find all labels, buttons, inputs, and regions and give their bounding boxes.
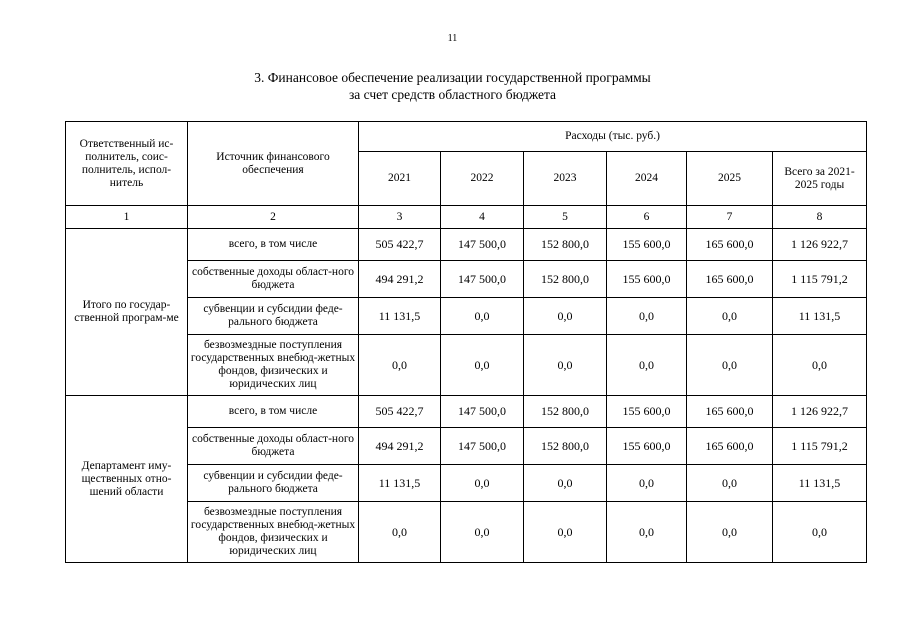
header-year: 2025 xyxy=(687,152,773,206)
year-amount-cell: 494 291,2 xyxy=(359,428,441,465)
total-amount-cell: 0,0 xyxy=(773,502,867,563)
year-amount-cell: 0,0 xyxy=(607,298,687,335)
funding-source-cell: всего, в том числе xyxy=(188,396,359,428)
header-year: 2022 xyxy=(441,152,524,206)
year-amount-cell: 165 600,0 xyxy=(687,261,773,298)
year-amount-cell: 0,0 xyxy=(607,335,687,396)
page-title xyxy=(0,69,905,103)
header-year: 2021 xyxy=(359,152,441,206)
year-amount-cell: 155 600,0 xyxy=(607,396,687,428)
column-number: 3 xyxy=(359,206,441,229)
year-amount-cell: 147 500,0 xyxy=(441,261,524,298)
funding-source-cell: субвенции и субсидии феде-рального бюджета xyxy=(188,465,359,502)
funding-source-cell: безвозмездные поступления государственных внебюд-жетных фондов, физических и юридических лиц xyxy=(188,502,359,563)
total-amount-cell: 1 115 791,2 xyxy=(773,261,867,298)
header-expenses: Расходы (тыс. руб.) xyxy=(359,122,867,152)
header-row-1 xyxy=(66,122,867,152)
column-number: 6 xyxy=(607,206,687,229)
funding-source-cell: всего, в том числе xyxy=(188,229,359,261)
header-total: Всего за 2021-2025 годы xyxy=(773,152,867,206)
budget-table xyxy=(65,121,867,563)
year-amount-cell: 155 600,0 xyxy=(607,261,687,298)
header-responsible: Ответственный ис-полнитель, соис-полнитель, испол-нитель xyxy=(66,122,188,206)
year-amount-cell: 0,0 xyxy=(441,298,524,335)
year-amount-cell: 152 800,0 xyxy=(524,229,607,261)
total-amount-cell: 11 131,5 xyxy=(773,298,867,335)
total-amount-cell: 1 115 791,2 xyxy=(773,428,867,465)
column-number: 5 xyxy=(524,206,607,229)
year-amount-cell: 505 422,7 xyxy=(359,229,441,261)
year-amount-cell: 152 800,0 xyxy=(524,428,607,465)
title-line-2: за счет средств областного бюджета xyxy=(348,87,557,102)
year-amount-cell: 11 131,5 xyxy=(359,298,441,335)
year-amount-cell: 494 291,2 xyxy=(359,261,441,298)
table-row xyxy=(66,396,867,428)
column-number: 1 xyxy=(66,206,188,229)
year-amount-cell: 165 600,0 xyxy=(687,229,773,261)
year-amount-cell: 0,0 xyxy=(607,502,687,563)
year-amount-cell: 505 422,7 xyxy=(359,396,441,428)
year-amount-cell: 147 500,0 xyxy=(441,428,524,465)
year-amount-cell: 0,0 xyxy=(441,335,524,396)
total-amount-cell: 1 126 922,7 xyxy=(773,229,867,261)
year-amount-cell: 0,0 xyxy=(359,502,441,563)
responsible-executor-cell: Департамент иму-щественных отно-шений области xyxy=(66,396,188,563)
total-amount-cell: 0,0 xyxy=(773,335,867,396)
total-amount-cell: 1 126 922,7 xyxy=(773,396,867,428)
header-year: 2023 xyxy=(524,152,607,206)
year-amount-cell: 0,0 xyxy=(524,502,607,563)
title-line-1: 3. Финансовое обеспечение реализации государственной программы xyxy=(254,70,651,85)
year-amount-cell: 147 500,0 xyxy=(441,396,524,428)
column-number: 2 xyxy=(188,206,359,229)
header-year: 2024 xyxy=(607,152,687,206)
funding-source-cell: субвенции и субсидии феде-рального бюджета xyxy=(188,298,359,335)
funding-source-cell: безвозмездные поступления государственных внебюд-жетных фондов, физических и юридических лиц xyxy=(188,335,359,396)
funding-source-cell: собственные доходы област-ного бюджета xyxy=(188,261,359,298)
total-amount-cell: 11 131,5 xyxy=(773,465,867,502)
year-amount-cell: 0,0 xyxy=(607,465,687,502)
year-amount-cell: 152 800,0 xyxy=(524,261,607,298)
year-amount-cell: 147 500,0 xyxy=(441,229,524,261)
year-amount-cell: 0,0 xyxy=(687,298,773,335)
year-amount-cell: 0,0 xyxy=(524,335,607,396)
year-amount-cell: 0,0 xyxy=(359,335,441,396)
year-amount-cell: 155 600,0 xyxy=(607,428,687,465)
year-amount-cell: 0,0 xyxy=(524,465,607,502)
page-number: 11 xyxy=(447,33,458,44)
year-amount-cell: 152 800,0 xyxy=(524,396,607,428)
responsible-executor-cell: Итого по государ-ственной програм-ме xyxy=(66,229,188,396)
funding-source-cell: собственные доходы област-ного бюджета xyxy=(188,428,359,465)
year-amount-cell: 165 600,0 xyxy=(687,396,773,428)
year-amount-cell: 0,0 xyxy=(441,465,524,502)
year-amount-cell: 155 600,0 xyxy=(607,229,687,261)
column-number: 4 xyxy=(441,206,524,229)
year-amount-cell: 0,0 xyxy=(687,335,773,396)
year-amount-cell: 0,0 xyxy=(441,502,524,563)
year-amount-cell: 0,0 xyxy=(687,465,773,502)
column-numbers-row xyxy=(66,206,867,229)
year-amount-cell: 11 131,5 xyxy=(359,465,441,502)
year-amount-cell: 165 600,0 xyxy=(687,428,773,465)
year-amount-cell: 0,0 xyxy=(687,502,773,563)
column-number: 8 xyxy=(773,206,867,229)
year-amount-cell: 0,0 xyxy=(524,298,607,335)
header-source: Источник финансового обеспечения xyxy=(188,122,359,206)
column-number: 7 xyxy=(687,206,773,229)
table-row xyxy=(66,229,867,261)
